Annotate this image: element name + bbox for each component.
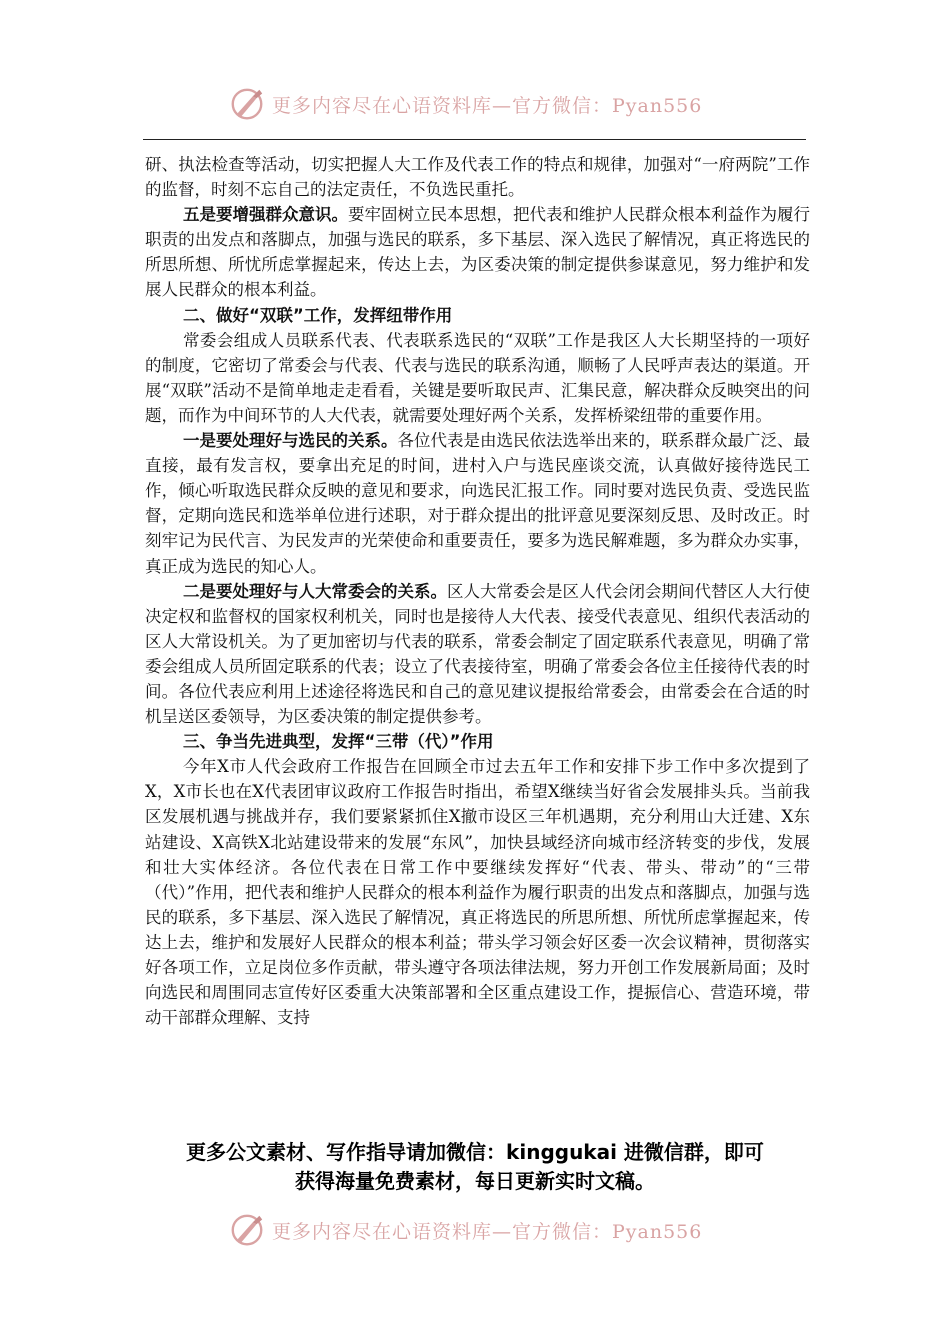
paragraph: 今年X市人代会政府工作报告在回顾全市过去五年工作和安排下步工作中多次提到了X，X市长也在X代表团审议政府工作报告时指出，希望X继续当好省会发展排头兵。当前我区发展机遇与挑战并存，我们要紧紧抓住X撤市设区三年机遇期，充分利用山大迁建、X东站建设、X高铁X北站建设带来的发展“东风”，加快县域经济向城市经济转变的步伐，发展和壮大实体经济。各位代表在日常工作中要继续发挥好“代表、带头、带动”的“三带（代）”作用，把代表和维护人民群众的根本利益作为履行职责的出发点和落脚点，加强与选民的联系，多下基层、深入选民了解情况，真正将选民的所思所想、所忧所虑掌握起来，传达上去，维护和发展好人民群众的根本利益；带头学习领会好区委一次会议精神，贯彻落实好各项工作，立足岗位多作贡献，带头遵守各项法律法规，努力开创工作发展新局面；及时向选民和周围同志宣传好区委重大决策部署和全区重点建设工作，提振信心、营造环境，带动干部群众理解、支持 [145,757,810,1028]
paragraph: 一是要处理好与选民的关系。各位代表是由选民依法选举出来的，联系群众最广泛、最直接，最有发言权，要拿出充足的时间，进村入户与选民座谈交流，认真做好接待选民工作，倾心听取选民群众反映的意见和要求，向选民汇报工作。同时要对选民负责、受选民监督，定期向选民和选举单位进行述职，对于群众提出的批评意见要深刻反思、及时改正。时刻牢记为民代言、为民发声的光荣使命和重要责任，要多为选民解难题，多为群众办实事，真正成为选民的知心人。 [145,431,810,576]
promo-banner [140,1138,810,1196]
pen-logo-icon [228,1211,266,1249]
promo-line: 获得海量免费素材，每日更新实时文稿。 [295,1169,655,1193]
paragraph-lead: 一是要处理好与选民的关系。 [183,431,398,451]
section-heading: 三、争当先进典型，发挥“三带（代）”作用 [183,732,494,752]
paragraph: 五是要增强群众意识。要牢固树立民本思想，把代表和维护人民群众根本利益作为履行职责的出发点和落脚点，加强与选民的联系，多下基层、深入选民了解情况，真正将选民的所思所想、所忧所虑掌握起来，传达上去，为区委决策的制定提供参谋意见，努力维护和发展人民群众的根本利益。 [145,205,810,300]
pen-logo-icon [228,85,266,123]
section-heading: 二、做好“双联”工作，发挥纽带作用 [183,305,453,325]
watermark-text: 更多内容尽在心语资料库—官方微信：Pyan556 [272,94,703,117]
header-divider [143,139,806,140]
paragraph-lead: 五是要增强群众意识。 [183,205,348,225]
footer-watermark [228,1208,748,1252]
document-body [145,152,810,1030]
paragraph: 研、执法检查等活动，切实把握人大工作及代表工作的特点和规律，加强对“一府两院”工作的监督，时刻不忘自己的法定责任，不负选民重托。 [145,155,810,200]
paragraph-lead: 二是要处理好与人大常委会的关系。 [183,581,447,601]
watermark-text: 更多内容尽在心语资料库—官方微信：Pyan556 [272,1220,703,1243]
header-watermark [228,82,748,126]
paragraph: 常委会组成人员联系代表、代表联系选民的“双联”工作是我区人大长期坚持的一项好的制度，它密切了常委会与代表、代表与选民的联系沟通，顺畅了人民呼声表达的渠道。开展“双联”活动不是简单地走走看看，关键是要听取民声、汇集民意，解决群众反映突出的问题，而作为中间环节的人大代表，就需要处理好两个关系，发挥桥梁纽带的重要作用。 [145,330,810,425]
promo-line: 更多公文素材、写作指导请加微信：kinggukai 进微信群，即可 [186,1140,764,1164]
paragraph: 二是要处理好与人大常委会的关系。区人大常委会是区人代会闭会期间代替区人大行使决定权和监督权的国家权利机关，同时也是接待人大代表、接受代表意见、组织代表活动的区人大常设机关。为了更加密切与代表的联系，常委会制定了固定联系代表意见，明确了常委会组成人员所固定联系的代表；设立了代表接待室，明确了常委会各位主任接待代表的时间。各位代表应利用上述途径将选民和自己的意见建议提报给常委会，由常委会在合适的时机呈送区委领导，为区委决策的制定提供参考。 [145,581,810,727]
